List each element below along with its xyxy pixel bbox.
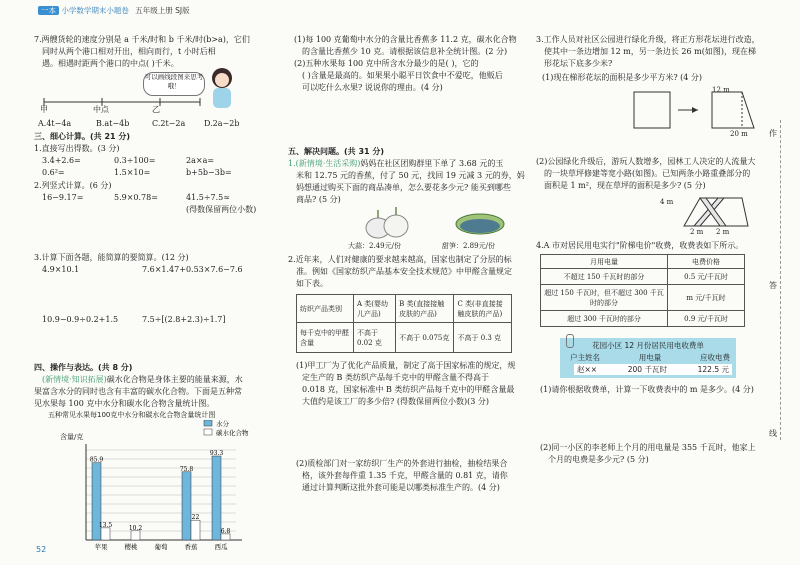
legend-label-carb: 碳水化合物 xyxy=(216,429,249,437)
simplify-item: 4.9×10.1 xyxy=(42,265,80,274)
mid-p3: (2)五种水果每 100 克中所含水分最少的是( )，它的 xyxy=(294,59,479,68)
bar-carb xyxy=(131,531,140,540)
table-header: C 类(非直接接触皮肤的产品) xyxy=(454,295,512,323)
table-row-label: 每千克中的甲醛含量 xyxy=(297,323,354,353)
q1-number: 1.(新情境·生活采购) xyxy=(288,159,361,168)
q1-line-e: 商品? (5 分) xyxy=(296,195,341,204)
vertical-calc-item: 41.5÷7.5≈ xyxy=(186,193,230,202)
segment-figure xyxy=(40,96,220,116)
table-header: A 类(婴幼儿产品) xyxy=(354,295,396,323)
bill-cell: 122.5 元 xyxy=(697,365,729,374)
simplify-item: 10.9−0.9÷0.2+1.5 xyxy=(42,315,119,324)
bill-header: 用电量 xyxy=(638,353,662,362)
vertical-calc-item: 16−9.17= xyxy=(42,193,84,202)
q2-line-b: 准。例如《国家纺织产品基本安全技术规范》中甲醛含量规定 xyxy=(296,267,512,276)
q4-1: (1)请你根据收费单，计算一下收费表中的 m 是多少。(4 分) xyxy=(540,385,754,394)
s4-text2: 果富含水分的同时也含有丰富的碳水化合物。下面是五种常 xyxy=(34,387,242,396)
bill-data-row xyxy=(574,364,732,375)
table-cell: 不高于 0.075克 xyxy=(396,323,454,353)
margin-char: 作 xyxy=(769,129,777,138)
q7-line2a: 同时从两个港口相对开出，相向而行，t 小时后相 xyxy=(42,47,216,56)
bar-carb xyxy=(191,520,200,540)
table-header: B 类(直接接触皮肤的产品) xyxy=(396,295,454,323)
mid-p5: 可以吃什么水果? 说说你的理由。(4 分) xyxy=(302,83,443,92)
fruit-chart xyxy=(60,420,260,550)
q4-2-line-b: 个月的电费是多少元? (5 分) xyxy=(548,455,649,464)
rate-header: 月用电量 xyxy=(541,255,668,269)
table-header: 纺织产品类别 xyxy=(297,295,354,323)
data-label-water: 93.3 xyxy=(209,450,224,458)
category-label: 樱桃 xyxy=(124,543,138,550)
q7-option-b: B.at−4b xyxy=(96,119,130,128)
q2-2-line-b: 格，该外套每件重 1.35 千克，甲醛含量的 0.81 克，请你 xyxy=(302,471,508,480)
q7-line1: 7.两艘货轮的速度分别是 a 千米/时和 b 千米/时(b>a)，它们 xyxy=(34,35,250,44)
data-label-water: 85.9 xyxy=(89,456,104,464)
rate-price: 0.9 元/千瓦时 xyxy=(668,311,745,327)
bill-header-row xyxy=(570,352,730,363)
q2-1-line-c: 0.018 克，国家标准中 B 类纺织产品每千克中的甲醛含量最 xyxy=(302,385,515,394)
category-label: 香蕉 xyxy=(184,543,198,550)
bill-title: 花园小区 12 月份居民用电收费单 xyxy=(592,341,704,350)
q3-1: (1)现在梯形花坛的面积是多少平方米? (4 分) xyxy=(542,73,703,82)
q3-2-line-b: 的一块草坪修建等宽小路(如图)。已知两条小路重叠部分的 xyxy=(544,169,751,178)
data-label-carb: 10.2 xyxy=(128,524,143,532)
rate-tier: 超过 150 千瓦时，但不超过 300 千瓦时的部分 xyxy=(541,285,668,311)
q1-line-d: 妈想通过购买下面的商品凑单，怎么要花多少元? 能买到哪些 xyxy=(296,183,511,192)
calc-item: 3.4+2.6= xyxy=(42,156,81,165)
mid-p1: (1)每 100 克葡萄中水分的含量比香蕉多 11.2 克，碳水化合物 xyxy=(294,35,517,44)
q1-text: 妈妈在社区团购群里下单了 3.68 元的玉 xyxy=(360,159,504,168)
s4-text3: 见水果每 100 克中水分和碳水化合物含量统计图。 xyxy=(34,399,215,408)
fig2-left-width: 2 m xyxy=(690,228,704,236)
q7-line2b: 遇。相遇时距两个港口的中点( )千米。 xyxy=(42,59,179,68)
binding-line xyxy=(780,120,782,440)
book-title: 小学数学期末小题卷 xyxy=(61,6,129,15)
mid-p4: ( )含量是最高的。如果果小聪平日饮食中不爱吃，他贩后 xyxy=(302,71,503,80)
calc-item: 0.3÷100= xyxy=(114,156,156,165)
page-number: 52 xyxy=(36,545,47,554)
data-label-water: 75.8 xyxy=(179,465,194,473)
fig2-right-width: 2 m xyxy=(716,228,730,236)
q3-line-a: 3.工作人员对社区公园进行绿化升级，将正方形花坛进行改造， xyxy=(536,35,760,44)
q1-line-c: 米和 12.75 元的香蕉，付了 50 元，找回 19 元减 3 元的券，妈 xyxy=(296,171,525,180)
bill-header: 户主姓名 xyxy=(570,353,600,362)
trapezoid-top-label: 12 m xyxy=(712,86,730,94)
q3-2-line-c: 面积是 1 m²，现在草坪的面积是多少? (5 分) xyxy=(544,181,706,190)
grade-label: 五年级上册 SJ版 xyxy=(135,6,190,15)
table-cell: 不高于 0.02 克 xyxy=(354,323,396,353)
square-to-trapezoid-figure xyxy=(630,84,770,136)
calc-item: b+5b−3b= xyxy=(186,168,232,177)
margin-char: 答 xyxy=(769,281,777,290)
rate-tier: 不超过 150 千瓦时的部分 xyxy=(541,269,668,285)
section3-title: 三、细心计算。(共 21 分) xyxy=(34,132,131,141)
category-label: 葡萄 xyxy=(154,543,168,550)
simplify-item: 7.5÷[(2.8+2.3)÷1.7] xyxy=(142,315,226,324)
data-label-carb: 22 xyxy=(191,514,200,522)
legend-swatch-water xyxy=(204,420,212,426)
q2-line-c: 如下表。 xyxy=(296,279,328,288)
trapezoid-bottom-label: 20 m xyxy=(730,130,748,138)
hint-bubble: 可以画线段图来思考哦！ xyxy=(143,72,205,96)
bamboo-price: 甜笋：2.89元/份 xyxy=(442,242,495,250)
q2-1-line-b: 定生产的 B 类纺织产品每千克中的甲醛含量不得高于 xyxy=(302,373,489,382)
s3-q3: 3.计算下面各题，能简算的要简算。(12 分) xyxy=(34,253,189,262)
context-tag: (新情境·知识拓展) xyxy=(42,375,107,384)
s3-q1: 1.直接写出得数。(3 分) xyxy=(34,144,120,153)
bill-header: 应收电费 xyxy=(700,353,730,362)
q2-1-line-a: (1)甲工厂为了优化产品质量，制定了高于国家标准的规定，规 xyxy=(296,361,516,370)
data-label-carb: 6.8 xyxy=(220,527,231,535)
garlic-price: 大蒜：2.49元/份 xyxy=(348,242,401,250)
q2-line-a: 2.近年来，人们对健康的要求越来越高，国家也制定了分层的标 xyxy=(288,255,512,264)
electricity-rate-table xyxy=(540,254,745,327)
rate-price: m 元/千瓦时 xyxy=(668,285,745,311)
q3-2-line-a: (2)公园绿化升级后，游玩人数增多，园林工人决定的人流量大 xyxy=(536,157,756,166)
bar-water xyxy=(182,472,191,540)
category-label: 西瓜 xyxy=(214,543,228,550)
data-label-carb: 13.5 xyxy=(98,521,113,529)
rate-price: 0.5 元/千瓦时 xyxy=(668,269,745,285)
point-yi: 乙 xyxy=(152,105,160,114)
mid-p2: 的含量比香蕉少 10 克。请根据该信息补全统计图。(2 分) xyxy=(302,47,508,56)
q3-line-b: 使其中一条边增加 12 m，另一条边长 26 m(如图)，现在梯 xyxy=(544,47,756,56)
category-label: 苹果 xyxy=(94,543,108,550)
calc-item: 2a×a= xyxy=(186,156,215,165)
bill-cell: 赵×× xyxy=(577,365,598,374)
garlic-image xyxy=(362,204,418,242)
calc-item: 0.6²= xyxy=(42,168,65,177)
q7-option-c: C.2t−2a xyxy=(152,119,186,128)
table-cell: 不高于 0.3 克 xyxy=(454,323,512,353)
s3-q2: 2.列竖式计算。(6 分) xyxy=(34,181,112,190)
section5-title: 五、解决问题。(共 31 分) xyxy=(288,147,385,156)
bar-carb xyxy=(101,528,110,540)
q4-2-line-a: (2)同一小区的李老师上个月的用电量是 355 千瓦时，他家上 xyxy=(540,443,756,452)
bar-water xyxy=(212,456,221,540)
margin-char: 线 xyxy=(769,429,777,438)
formaldehyde-table xyxy=(296,294,512,353)
bamboo-shoot-image xyxy=(454,206,508,240)
q3-line-c: 形花坛下底多少米? xyxy=(544,59,613,68)
calc-item: 1.5×10= xyxy=(114,168,151,177)
fig2-height-label: 4 m xyxy=(660,198,674,206)
q4-text: 4.A 市对居民用电实行"阶梯电价"收费，收费表如下所示。 xyxy=(536,241,744,250)
legend-label-water: 水分 xyxy=(216,420,229,428)
rate-tier: 超过 300 千瓦时的部分 xyxy=(541,311,668,327)
q7-option-d: D.2a−2b xyxy=(204,119,240,128)
vertical-calc-item: 5.9×0.78= xyxy=(114,193,158,202)
rounding-note: (得数保留两位小数) xyxy=(186,205,257,214)
point-midpoint: 中点 xyxy=(93,105,109,114)
q2-1-line-d: 大值约是该工厂的多少倍? (得数保留两位小数)(3 分) xyxy=(302,397,489,406)
chart-title: 五种常见水果每100克中水分和碳水化合物含量统计图 xyxy=(48,411,216,419)
q2-2-line-a: (2)质检部门对一家纺织厂生产的外套进行抽检，抽检结果合 xyxy=(296,459,508,468)
page-header xyxy=(38,5,190,16)
simplify-item: 7.6×1.47+0.53×7.6−7.6 xyxy=(142,265,243,274)
legend-swatch-carb xyxy=(204,429,212,435)
q2-2-line-c: 通过计算判断这批外套可能是以哪类标准生产的。(4 分) xyxy=(302,483,500,492)
q7-option-a: A.4t−4a xyxy=(38,119,72,128)
s4-text1: 碳水化合物是身体主要的能量来源，水 xyxy=(106,375,243,384)
book-badge: 一本 xyxy=(38,6,59,15)
section4-title: 四、操作与表达。(共 8 分) xyxy=(34,363,133,372)
bill-cell: 200 千瓦时 xyxy=(627,365,667,374)
rate-header: 电费价格 xyxy=(668,255,745,269)
point-jia: 甲 xyxy=(40,105,48,114)
chart-ylabel: 含量/克 xyxy=(60,433,84,441)
